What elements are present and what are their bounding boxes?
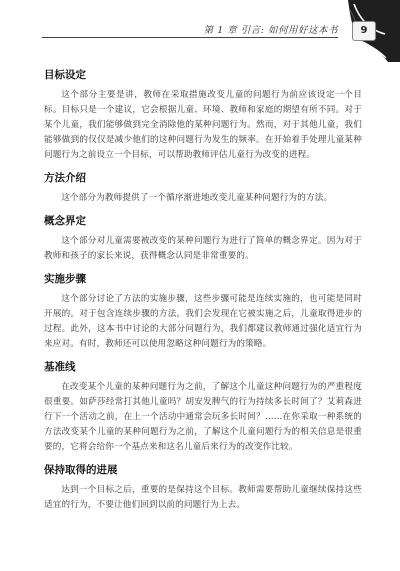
section-implementation-steps <box>44 272 362 352</box>
section-heading: 方法介绍 <box>44 172 86 184</box>
section-heading: 概念界定 <box>44 215 86 227</box>
section-heading: 目标设定 <box>44 69 86 81</box>
section-paragraph: 达到一个目标之后，重要的是保持这个目标。教师需要帮助儿童继续保持这些适宜的行为，不要让他们回到以前的问题行为上去。 <box>44 485 362 510</box>
header-rule <box>42 37 338 38</box>
page-body <box>44 68 362 521</box>
section-method-intro <box>44 171 362 206</box>
section-paragraph: 这个部分主要是讲，教师在采取措施改变儿童的问题行为前应该设定一个目标。目标只是一个建议，它会根据儿童、环境、教师和家庭的期望有所不同。对于某个儿童，我们能够做到完全消除他的某种问题行为。然而，对于其他儿童，我们能够做到的仅仅是减少他们的这种问题行为发生的频率。在开始着手处理儿童某种问题行为之前设立一个目标，可以帮助教师评估儿童行为改变的进程。 <box>44 90 362 160</box>
section-heading: 保持取得的进展 <box>44 464 118 476</box>
section-paragraph: 这个部分为教师提供了一个循序渐进地改变儿童某种问题行为的方法。 <box>61 193 333 203</box>
section-paragraph: 这个部分讨论了方法的实施步骤，这些步骤可能是连续实施的，也可能是同时开展的。对于包含连续步骤的方法，我们会发现在它被实施之后，儿童取得进步的过程。此外，这本书中讨论的大部分问题行为，我们都建议教师通过强化适宜行为来应对。有时，教师还可以使用忽略这种问题行为的策略。 <box>44 294 362 349</box>
page-header <box>0 0 400 55</box>
section-concept-definition <box>44 214 362 264</box>
running-title: 第 1 章 引言: 如何用好这本书 <box>203 25 338 36</box>
section-paragraph: 在改变某个儿童的某种问题行为之前，了解这个儿童这种问题行为的严重程度很重要。如萨莎经常打其他儿童吗？胡安发脾气的行为持续多长时间了？艾莉森进行下一个活动之前，在上一个活动中通常会玩多长时间？……在你采取一种系统的方法改变某个儿童的某种问题行为之前，了解这个儿童问题行为的相关信息是很重要的，它将会给你一个基点来和这名儿童后来行为的改变作比较。 <box>44 382 362 452</box>
section-baseline <box>44 360 362 455</box>
section-heading: 实施步骤 <box>44 273 86 285</box>
page-number: 9 <box>352 21 376 41</box>
section-maintaining-progress <box>44 463 362 513</box>
section-goal-setting <box>44 68 362 163</box>
section-paragraph: 这个部分对儿童需要被改变的某种问题行为进行了简单的概念界定。因为对于教师和孩子的家长来说，获得概念认同是非常重要的。 <box>44 236 362 261</box>
section-heading: 基准线 <box>44 361 76 373</box>
